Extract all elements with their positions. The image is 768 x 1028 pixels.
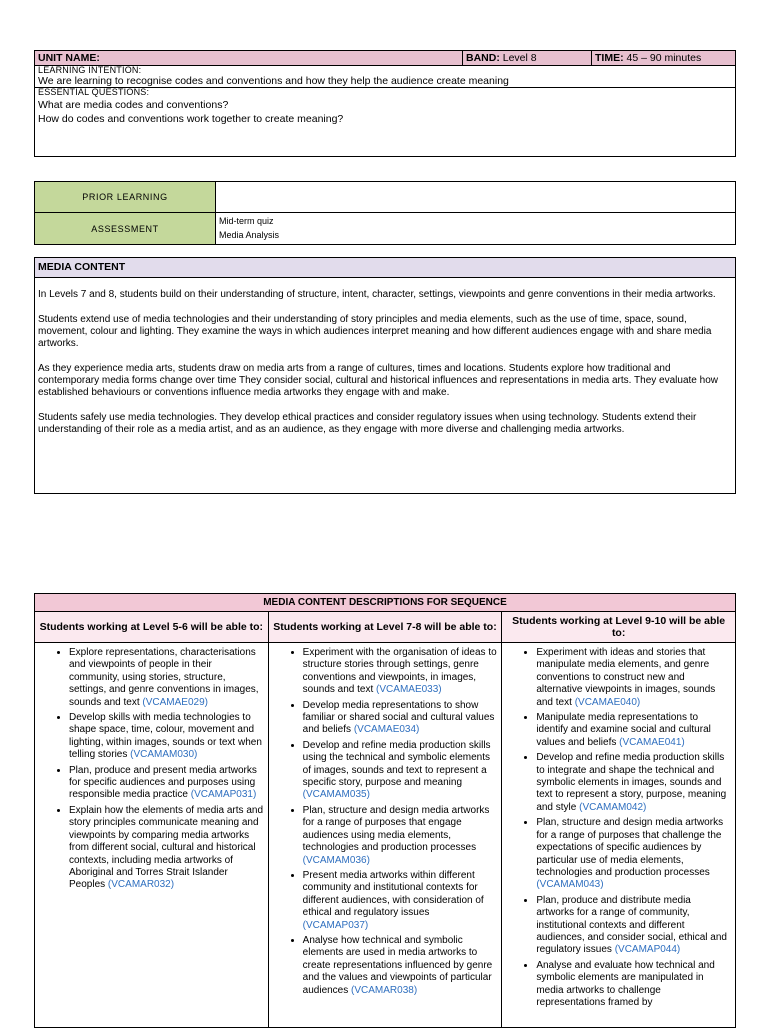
column-header: Students working at Level 9-10 will be able to: — [502, 612, 736, 643]
curriculum-code: (VCAMAE034) — [353, 724, 420, 736]
curriculum-code: (VCAMAE040) — [574, 696, 641, 708]
band-value: Level 8 — [502, 52, 537, 64]
prior-learning-label: PRIOR LEARNING — [35, 182, 216, 213]
curriculum-code: (VCAMAM042) — [579, 801, 647, 813]
band-label: BAND: — [466, 52, 500, 64]
learning-intention-label: LEARNING INTENTION: — [38, 65, 142, 75]
time-value: 45 – 90 minutes — [626, 52, 702, 64]
time-label: TIME: — [595, 52, 624, 64]
curriculum-code: (VCAMAM036) — [302, 854, 370, 866]
prior-learning-table — [34, 181, 736, 245]
curriculum-code: (VCAMAM043) — [536, 879, 604, 891]
learning-intention-cell — [35, 66, 736, 88]
list-item: • Manipulate media representations to identify and examine social and cultural values and beliefs (VCAMAE041) — [536, 712, 731, 749]
level-7-8-column — [268, 643, 502, 1028]
list-item: • Develop and refine media production skills to integrate and shape the technical and symbolic elements in images, sounds and text to represent a story, purpose, meaning and style (VCAMAM042) — [536, 752, 731, 814]
unit-name-cell — [35, 51, 463, 66]
list-item: • Analyse and evaluate how technical and symbolic elements are manipulated in media artworks to challenge representations framed by — [536, 960, 731, 1010]
unit-table — [34, 50, 736, 157]
list-item: • Develop and refine media production skills using the technical and symbolic elements of images, sounds and text to represent a specific story, purpose and meaning (VCAMAM035) — [303, 740, 498, 802]
essential-question: How do codes and conventions work together to create meaning? — [38, 113, 344, 125]
content-descriptions-table — [34, 593, 736, 1028]
list-item: • Develop skills with media technologies to shape space, time, colour, movement and lighting, within images, sounds or text when telling stories (VCAMAM030) — [69, 712, 264, 762]
column-header: Students working at Level 7-8 will be able to: — [268, 612, 502, 643]
list-item: • Experiment with the organisation of ideas to structure stories through settings, genre conventions and viewpoints, in images, sounds and text (VCAMAE033) — [303, 647, 498, 697]
curriculum-code: (VCAMAE041) — [619, 736, 685, 748]
essential-questions-label: ESSENTIAL QUESTIONS: — [38, 87, 150, 97]
media-content-body — [35, 278, 735, 436]
curriculum-code: (VCAMAM035) — [302, 789, 370, 801]
media-content-heading: MEDIA CONTENT — [35, 258, 735, 278]
prior-learning-value — [216, 182, 736, 213]
level-9-10-column — [502, 643, 736, 1028]
unit-name-label: UNIT NAME: — [38, 52, 100, 64]
learning-intention-text: We are learning to recognise codes and conventions and how they help the audience create meaning — [38, 75, 509, 87]
curriculum-code: (VCAMAP044) — [614, 944, 681, 956]
media-content-paragraph: Students safely use media technologies. They develop ethical practices and consider regulatory issues when using technology. Students extend their understanding of their role as a media artist, and as an audience, as they engage with more diverse and challenging media artworks. — [38, 412, 697, 435]
time-cell — [592, 51, 736, 66]
media-content-paragraph: As they experience media arts, students draw on media arts from a range of cultures, times and locations. Students explore how traditional and contemporary media forms change over time They consider social, cultural and historical influences and representations in media arts. They evaluate how established behaviours or conventions influence media artworks they engage with and make. — [38, 363, 718, 398]
curriculum-code: (VCAMAM030) — [130, 749, 198, 761]
essential-questions-cell — [35, 88, 736, 157]
band-cell — [463, 51, 592, 66]
curriculum-code: (VCAMAR038) — [351, 984, 418, 996]
list-item: • Analyse how technical and symbolic elements are used in media artworks to create representations influenced by genre and the values and viewpoints of particular audiences (VCAMAR038) — [303, 935, 498, 997]
curriculum-code: (VCAMAP031) — [190, 789, 257, 801]
essential-question: What are media codes and conventions? — [38, 99, 229, 111]
list-item: • Plan, structure and design media artworks for a range of purposes that challenge the expectations of specific audiences by particular use of media elements, technologies and production processes (VCAMAM043) — [536, 817, 731, 891]
media-content-box — [34, 257, 736, 494]
assessment-label: ASSESSMENT — [35, 213, 216, 245]
assessment-item: Mid-term quiz — [219, 216, 274, 226]
curriculum-code: (VCAMAE033) — [376, 684, 442, 696]
curriculum-code: (VCAMAR032) — [107, 879, 175, 891]
list-item: • Plan, structure and design media artworks for a range of purposes that engage audiences using media elements, technologies and production processes (VCAMAM036) — [303, 805, 498, 867]
list-item: • Present media artworks within different community and institutional contexts for different audiences, with consideration of ethical and regulatory issues (VCAMAP037) — [303, 870, 498, 932]
assessment-item: Media Analysis — [219, 230, 280, 240]
list-item: • Explore representations, characterisations and viewpoints of people in their community, using stories, structure, settings, and genre conventions in images, sounds and text (VCAMAE029) — [69, 647, 264, 709]
list-item: • Plan, produce and present media artworks for specific audiences and purposes using responsible media practice (VCAMAP031) — [69, 765, 264, 802]
list-item: • Explain how the elements of media arts and story principles communicate meaning and viewpoints by comparing media artworks from different social, cultural and historical contexts, including media artworks of Aboriginal and Torres Strait Islander Peoples (VCAMAR032) — [69, 805, 264, 892]
descriptions-title: MEDIA CONTENT DESCRIPTIONS FOR SEQUENCE — [35, 594, 736, 612]
curriculum-code: (VCAMAP037) — [302, 919, 369, 931]
list-item: • Experiment with ideas and stories that manipulate media elements, and genre conventions to construct new and alternative viewpoints in images, sounds and text (VCAMAE040) — [536, 647, 731, 709]
curriculum-code: (VCAMAE029) — [142, 696, 208, 708]
column-header: Students working at Level 5-6 will be able to: — [35, 612, 269, 643]
list-item: • Plan, produce and distribute media artworks for a range of community, institutional contexts and different audiences, and consider social, ethical and regulatory issues (VCAMAP044) — [536, 895, 731, 957]
media-content-paragraph: Students extend use of media technologies and their understanding of story principles and media elements, such as the use of time, space, sound, movement, colour and lighting. They examine the ways in which audiences interpret meaning and how different audiences engage with and share media artworks. — [38, 314, 712, 349]
assessment-value — [216, 213, 736, 245]
list-item: • Develop media representations to show familiar or shared social and cultural values and beliefs (VCAMAE034) — [303, 700, 498, 737]
media-content-paragraph: In Levels 7 and 8, students build on their understanding of structure, intent, character, settings, viewpoints and genre conventions in their media artworks. — [38, 289, 716, 300]
level-5-6-column — [35, 643, 269, 1028]
